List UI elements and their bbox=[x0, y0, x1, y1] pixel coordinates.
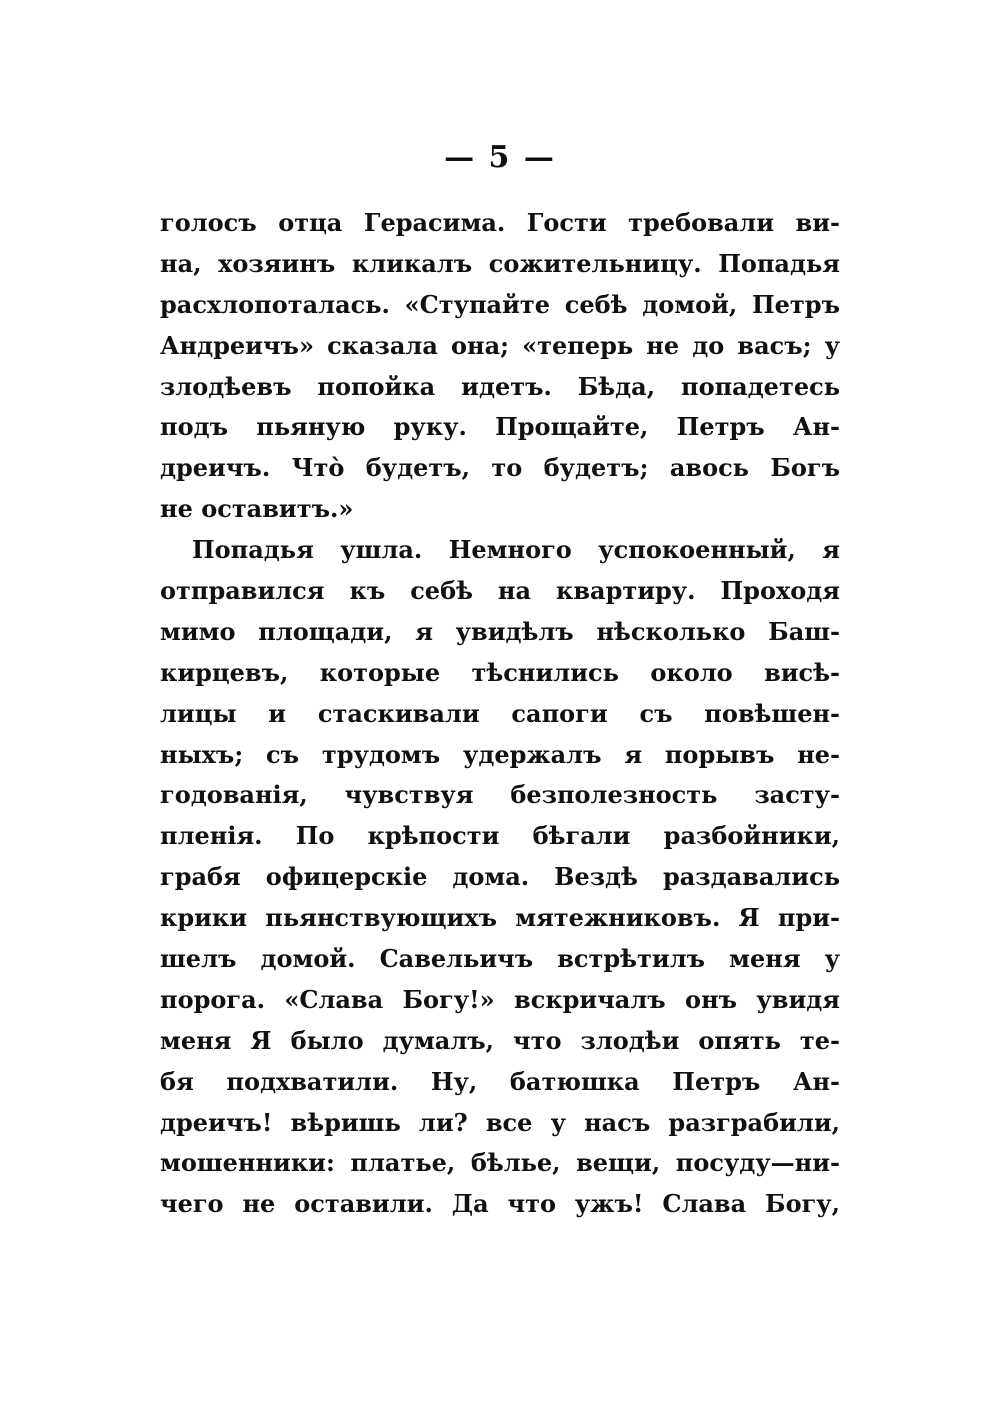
text-line: злодѣевъ попойка идетъ. Бѣда, попадетесь bbox=[160, 371, 840, 401]
text-line: расхлопоталась. «Ступайте себѣ домой, Петръ bbox=[160, 289, 840, 319]
text-line: годованія, чувствуя безполезность засту- bbox=[160, 780, 840, 810]
text-line: мимо площади, я увидѣлъ нѣсколько Баш- bbox=[160, 616, 840, 646]
text-line: подъ пьяную руку. Прощайте, Петръ Ан- bbox=[160, 412, 840, 442]
text-line: Андреичъ» сказала она; «теперь не до васъ; у bbox=[160, 330, 840, 360]
text-line: отправился къ себѣ на квартиру. Проходя bbox=[160, 576, 840, 606]
text-line: чего не оставили. Да что ужъ! Слава Богу, bbox=[160, 1189, 840, 1219]
text-line: пленія. По крѣпости бѣгали разбойники, bbox=[160, 821, 840, 851]
text-line: меня Я было думалъ, что злодѣи опять те- bbox=[160, 1025, 840, 1055]
text-line: кирцевъ, которые тѣснились около висѣ- bbox=[160, 657, 840, 687]
text-line: дреичъ. Что̀ будетъ, то будетъ; авось Богъ bbox=[160, 453, 840, 483]
text-line: лицы и стаскивали сапоги съ повѣшен- bbox=[160, 698, 840, 728]
text-line: дреичъ! вѣришь ли? все у насъ разграбили, bbox=[160, 1107, 840, 1137]
paragraph-start-line: Попадья ушла. Немного успокоенный, я bbox=[192, 535, 840, 565]
text-line: крики пьянствующихъ мятежниковъ. Я при- bbox=[160, 903, 840, 933]
body-text bbox=[160, 203, 840, 1225]
page-number: — 5 — bbox=[444, 140, 556, 175]
text-line: шелъ домой. Савельичъ встрѣтилъ меня у bbox=[160, 944, 840, 974]
text-line: порога. «Слава Богу!» вскричалъ онъ увидя bbox=[160, 984, 840, 1014]
text-line: голосъ отца Герасима. Гости требовали ви- bbox=[160, 208, 840, 237]
paragraph-end-line: не оставитъ.» bbox=[160, 494, 354, 524]
text-line: мошенники: платье, бѣлье, вещи, посуду—ни- bbox=[160, 1148, 840, 1178]
text-line: бя подхватили. Ну, батюшка Петръ Ан- bbox=[160, 1066, 840, 1096]
text-line: грабя офицерскіе дома. Вездѣ раздавались bbox=[160, 862, 840, 892]
text-line: ныхъ; съ трудомъ удержалъ я порывъ не- bbox=[160, 739, 840, 769]
text-line: на, хозяинъ кликалъ сожительницу. Попадья bbox=[160, 248, 840, 278]
